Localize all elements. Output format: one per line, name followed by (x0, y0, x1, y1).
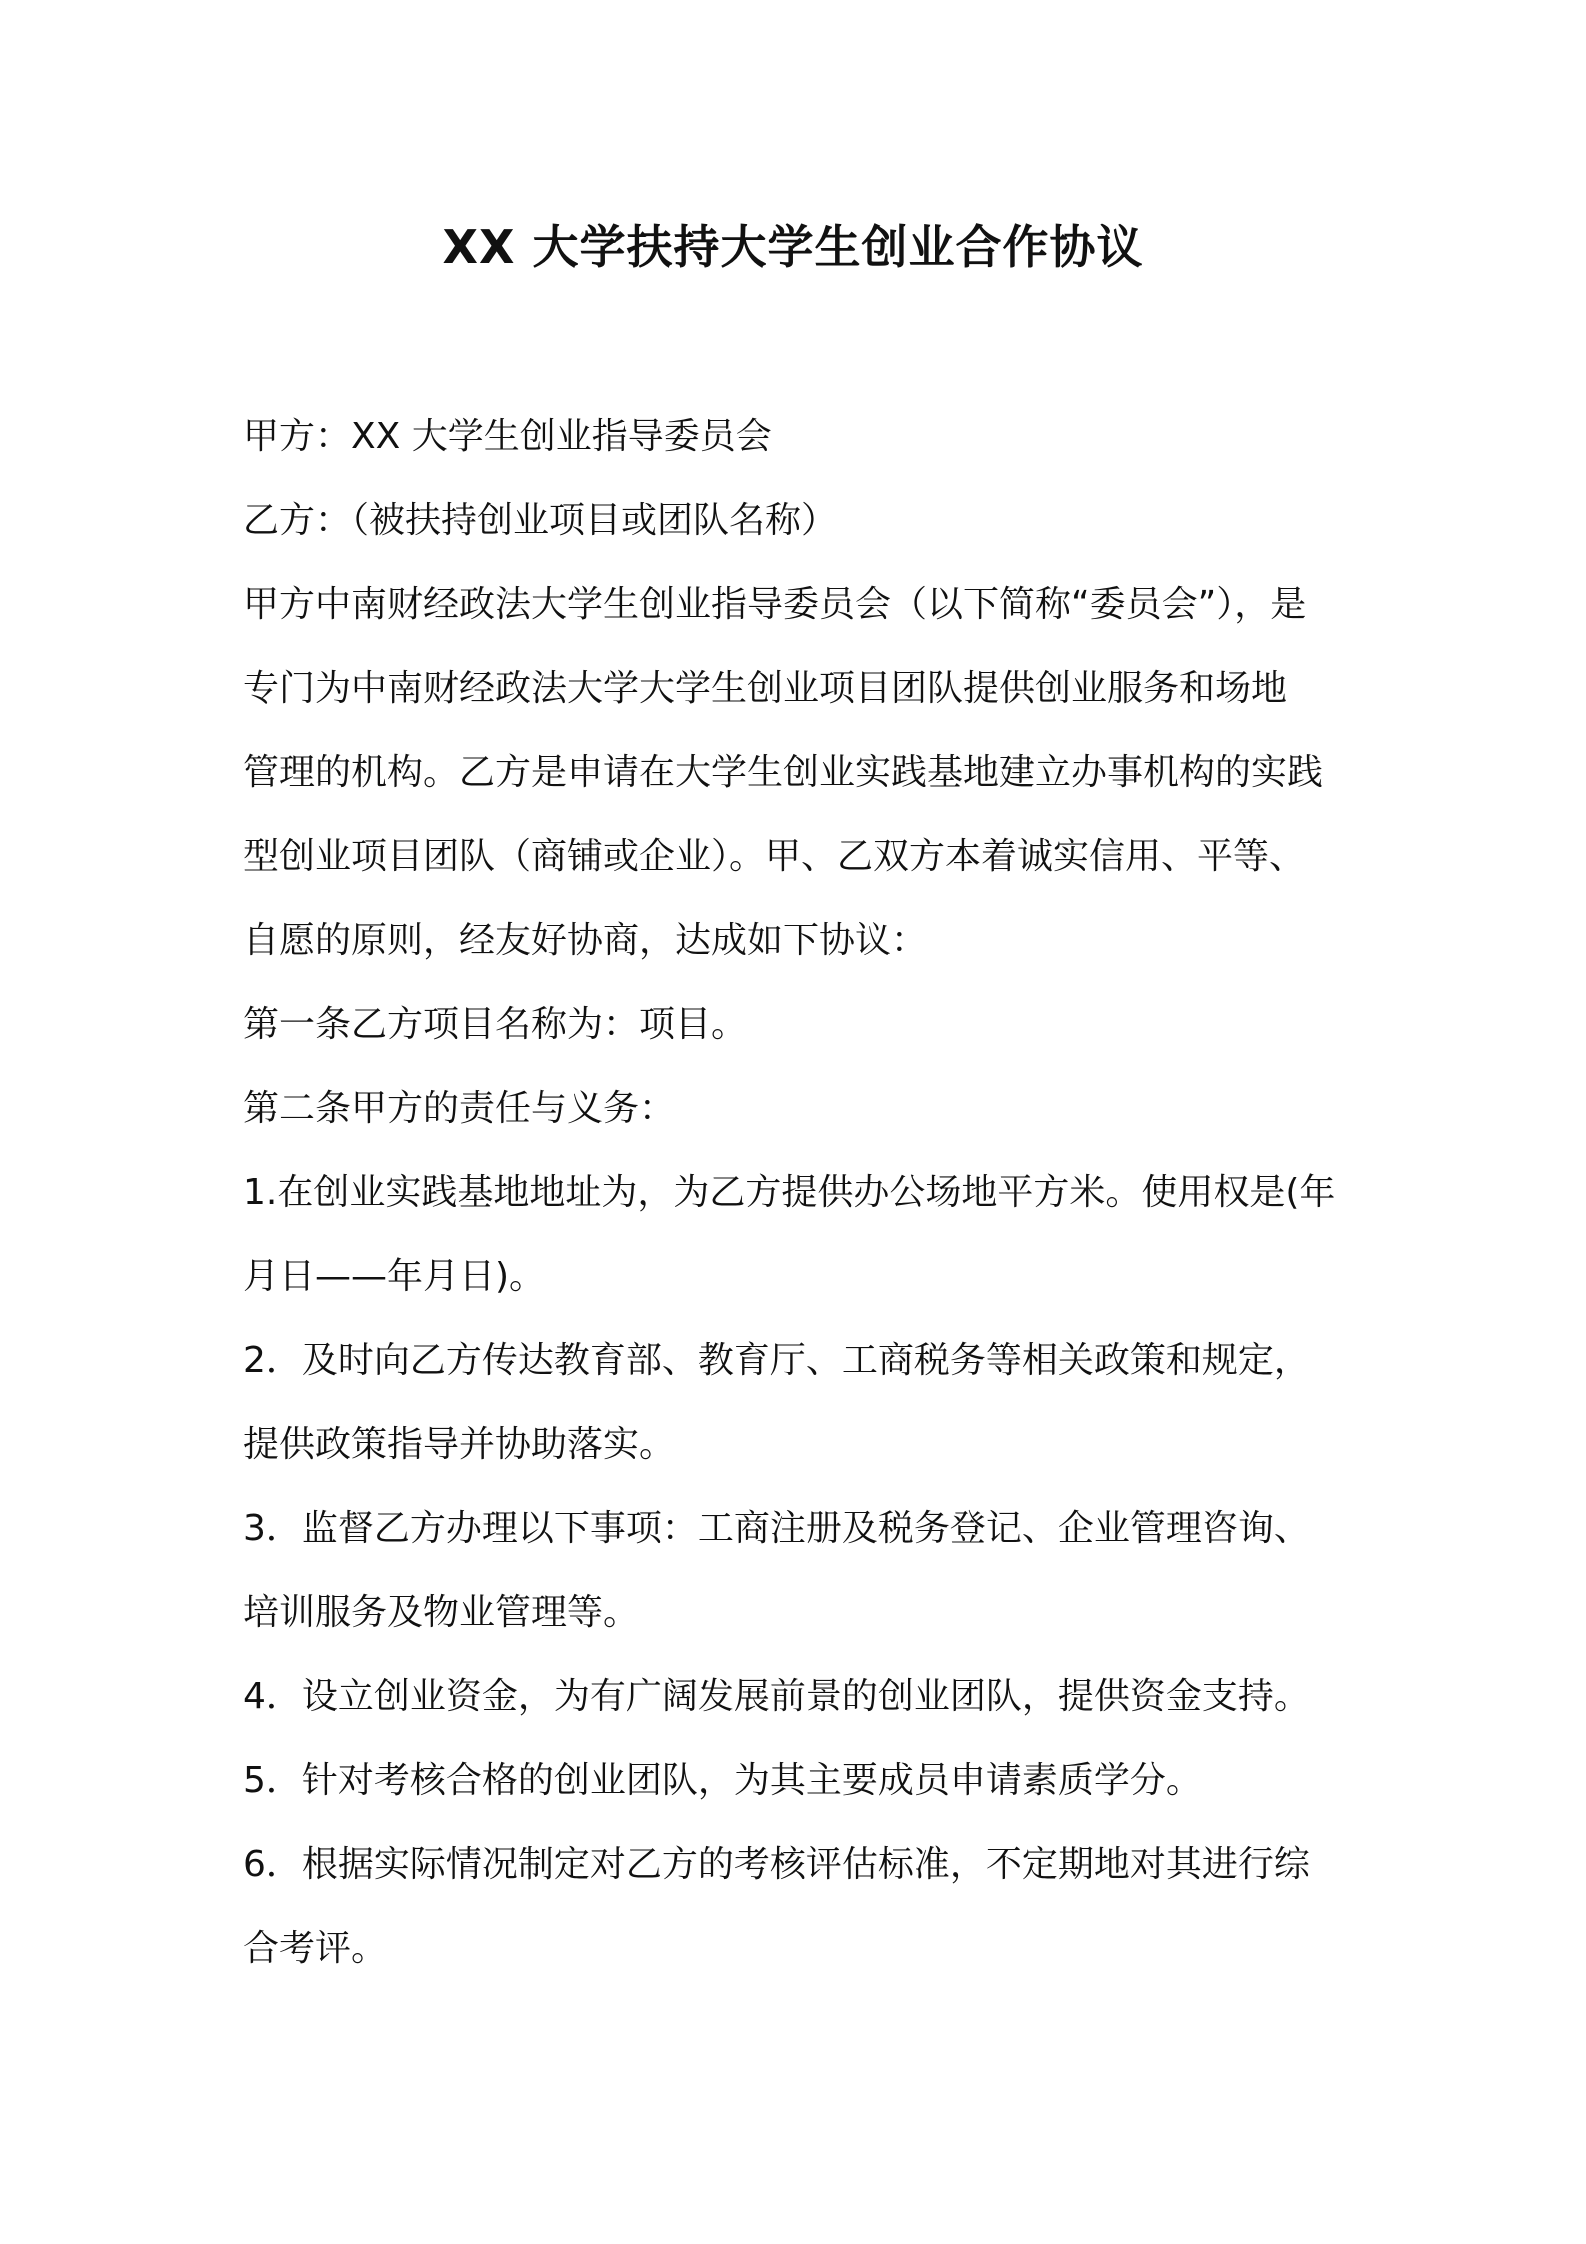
intro-line-3: 管理的机构。乙方是申请在大学生创业实践基地建立办事机构的实践 (243, 752, 1324, 793)
item-6-line-1: 6．根据实际情况制定对乙方的考核评估标准，不定期地对其进行综 (243, 1844, 1310, 1885)
item-5: 5．针对考核合格的创业团队，为其主要成员申请素质学分。 (243, 1760, 1202, 1801)
document-title: XX 大学扶持大学生创业合作协议 (442, 220, 1144, 274)
item-1-line-2: 月日——年月日)。 (243, 1256, 546, 1297)
item-2-line-2: 提供政策指导并协助落实。 (243, 1424, 676, 1465)
item-3-line-2: 培训服务及物业管理等。 (243, 1592, 640, 1633)
item-6-line-2: 合考评。 (243, 1928, 388, 1969)
document-body (243, 395, 1353, 1991)
item-3-line-1: 3．监督乙方办理以下事项：工商注册及税务登记、企业管理咨询、 (243, 1508, 1310, 1549)
article-1: 第一条乙方项目名称为：项目。 (243, 1004, 748, 1045)
item-1-line-1: 1.在创业实践基地地址为，为乙方提供办公场地平方米。使用权是(年 (243, 1172, 1336, 1213)
party-a-line: 甲方：XX 大学生创业指导委员会 (243, 416, 772, 457)
intro-line-4: 型创业项目团队（商铺或企业）。甲、乙双方本着诚实信用、平等、 (243, 836, 1306, 877)
item-4: 4．设立创业资金，为有广阔发展前景的创业团队，提供资金支持。 (243, 1676, 1310, 1717)
party-b-line: 乙方：（被扶持创业项目或团队名称） (243, 500, 838, 541)
intro-line-5: 自愿的原则，经友好协商，达成如下协议： (243, 920, 928, 961)
intro-line-2: 专门为中南财经政法大学大学生创业项目团队提供创业服务和场地 (243, 668, 1288, 709)
intro-line-1: 甲方中南财经政法大学生创业指导委员会（以下简称“委员会”），是 (243, 584, 1307, 625)
item-2-line-1: 2．及时向乙方传达教育部、教育厅、工商税务等相关政策和规定， (243, 1340, 1310, 1381)
article-2-heading: 第二条甲方的责任与义务： (243, 1088, 676, 1129)
